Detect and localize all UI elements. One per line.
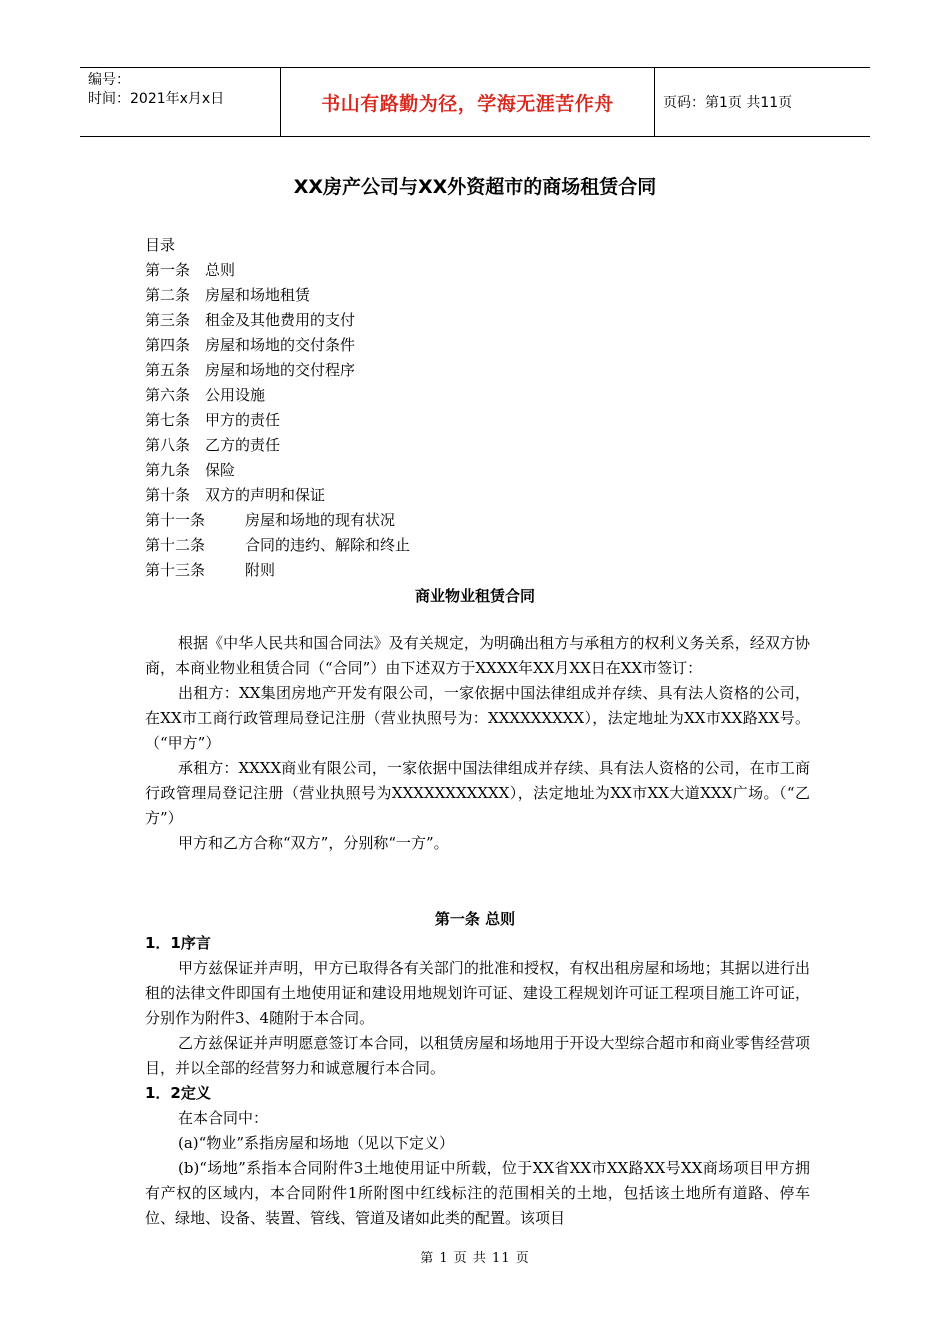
toc-item-number: 第六条	[145, 386, 191, 404]
toc-item-number: 第十一条	[145, 511, 206, 529]
toc-item-number: 第十三条	[145, 561, 206, 579]
header-page-info: 页码：第1页 共11页	[663, 95, 793, 111]
toc-item	[145, 433, 410, 458]
toc-item-number: 第四条	[145, 336, 191, 354]
header-meta-cell	[80, 68, 281, 136]
page-footer: 第 1 页 共 11 页	[420, 1251, 530, 1266]
toc-item-number: 第五条	[145, 361, 191, 379]
toc-item	[145, 358, 410, 383]
toc-item	[145, 258, 410, 283]
toc-item	[145, 533, 410, 558]
toc-item-text: 附则	[245, 561, 276, 579]
toc-item-number: 第九条	[145, 461, 191, 479]
toc-item-text: 合同的违约、解除和终止	[245, 536, 411, 554]
header-motto: 书山有路勤为径，学海无涯苦作舟	[281, 68, 655, 136]
toc-item-text: 乙方的责任	[205, 436, 281, 454]
preamble-paragraph: 根据《中华人民共和国合同法》及有关规定，为明确出租方与承租方的权利义务关系，经双方协商，本商业物业租赁合同（“合同”）由下述双方于XXXX年XX月XX日在XX市签订：	[145, 634, 810, 677]
toc-item	[145, 308, 410, 333]
toc-item-text: 房屋和场地租赁	[205, 286, 311, 304]
toc-item-text: 房屋和场地的交付程序	[205, 361, 356, 379]
header-table	[80, 67, 870, 137]
definition-item: (a)“物业”系指房屋和场地（见以下定义）	[178, 1134, 454, 1152]
toc-item	[145, 483, 410, 508]
parties-paragraph: 甲方和乙方合称“双方”，分别称“一方”。	[178, 834, 449, 852]
toc-item-text: 甲方的责任	[205, 411, 281, 429]
toc-item-number: 第七条	[145, 411, 191, 429]
toc-item-text: 房屋和场地的现有状况	[245, 511, 396, 529]
lessee-paragraph: 承租方：XXXX商业有限公司，一家依据中国法律组成并存续、具有法人资格的公司，在市工商行政管理局登记注册（营业执照号为XXXXXXXXXXX），法定地址为XX市XX大道XXX广场。（“乙方”）	[145, 759, 810, 827]
document-title: XX房产公司与XX外资超市的商场租赁合同	[293, 176, 657, 198]
section-paragraph: 甲方兹保证并声明，甲方已取得各有关部门的批准和授权，有权出租房屋和场地；其据以进行出租的法律文件即国有土地使用证和建设用地规划许可证、建设工程规划许可证工程项目施工许可证，分别作为附件3、4随附于本合同。	[145, 959, 810, 1027]
section-paragraph: 乙方兹保证并声明愿意签订本合同，以租赁房屋和场地用于开设大型综合超市和商业零售经营项目，并以全部的经营努力和诚意履行本合同。	[145, 1034, 810, 1077]
toc-item	[145, 333, 410, 358]
section-heading: 1．1序言	[145, 934, 211, 952]
lessor-paragraph: 出租方：XX集团房地产开发有限公司，一家依据中国法律组成并存续、具有法人资格的公司，在XX市工商行政管理局登记注册（营业执照号为：XXXXXXXXX），法定地址为XX市XX路XX号。（“甲方”）	[145, 684, 810, 752]
toc-item-number: 第一条	[145, 261, 191, 279]
toc-item-number: 第十条	[145, 486, 191, 504]
document-date: 时间：2021年x月x日	[88, 91, 225, 107]
toc-item-number: 第二条	[145, 286, 191, 304]
toc-item-number: 第三条	[145, 311, 191, 329]
toc-item	[145, 458, 410, 483]
section-paragraph: 在本合同中：	[178, 1109, 269, 1127]
toc-item-text: 公用设施	[205, 386, 266, 404]
toc-item-text: 租金及其他费用的支付	[205, 311, 356, 329]
toc-item	[145, 408, 410, 433]
section-heading: 1．2定义	[145, 1084, 211, 1102]
toc-heading: 目录	[145, 236, 176, 254]
toc-item-number: 第十二条	[145, 536, 206, 554]
toc-item-text: 总则	[205, 261, 236, 279]
article-body	[145, 931, 810, 1231]
definition-item: (b)“场地”系指本合同附件3土地使用证中所载，位于XX省XX市XX路XX号XX商场项目甲方拥有产权的区域内，本合同附件1所附图中红线标注的范围相关的土地，包括该土地所有道路、停车位、绿地、设备、装置、管线、管道及诸如此类的配置。该项目	[145, 1159, 810, 1227]
toc-item	[145, 508, 410, 533]
toc-item-text: 房屋和场地的交付条件	[205, 336, 356, 354]
preamble	[145, 631, 810, 856]
toc-item	[145, 383, 410, 408]
toc-item	[145, 283, 410, 308]
contract-heading: 商业物业租赁合同	[414, 587, 535, 605]
document-number-label: 编号：	[88, 72, 130, 88]
article-title: 第一条 总则	[434, 910, 516, 928]
toc-item-text: 双方的声明和保证	[205, 486, 326, 504]
toc-item-number: 第八条	[145, 436, 191, 454]
toc-item-text: 保险	[205, 461, 236, 479]
table-of-contents	[145, 233, 410, 583]
toc-item	[145, 558, 410, 583]
